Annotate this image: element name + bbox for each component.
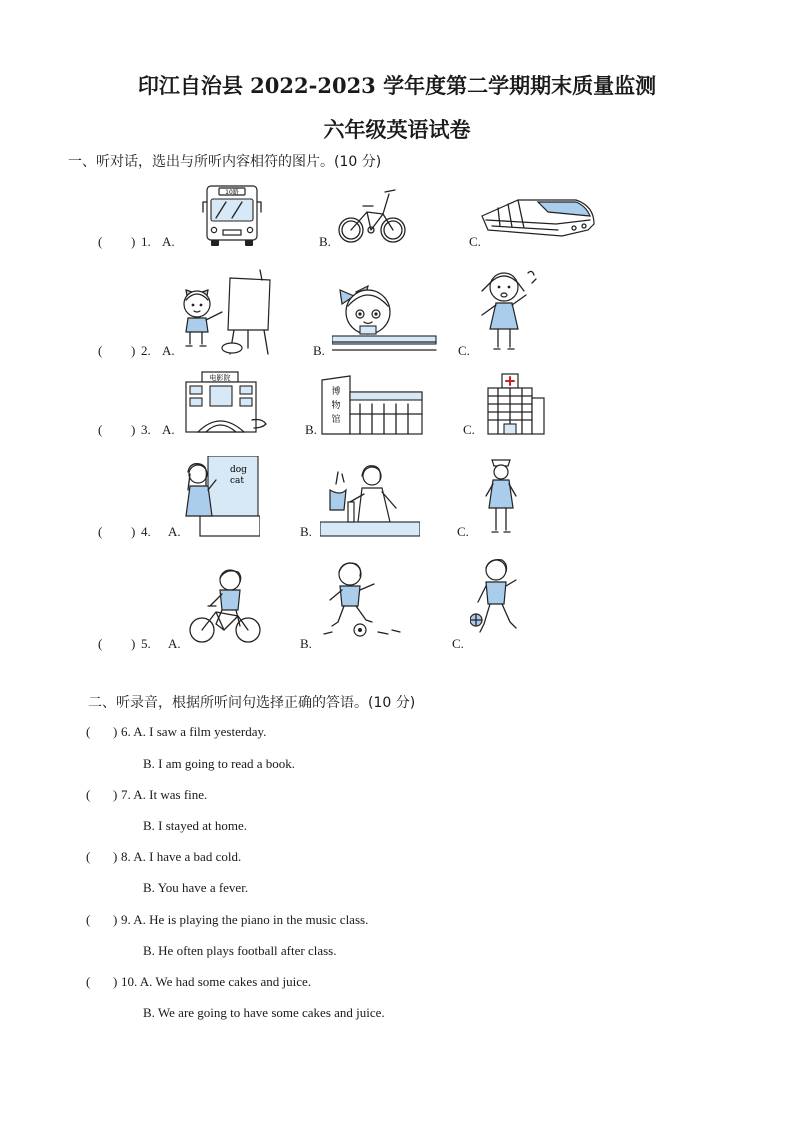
q3-option-c: C. xyxy=(463,422,475,437)
q8-bracket-close: ) xyxy=(113,849,118,864)
q3-option-b: B. xyxy=(305,422,317,437)
scientist-icon xyxy=(320,462,420,538)
boy-basketball-icon xyxy=(470,558,524,648)
q1-bracket-open: ( xyxy=(98,234,103,249)
cinema-sign-label: 电影院 xyxy=(209,374,231,382)
q4-number: 4. xyxy=(141,524,151,539)
q6-option-b: B. I am going to read a book. xyxy=(143,756,295,771)
q2-bracket-open: ( xyxy=(98,343,103,358)
q5-bracket-open: ( xyxy=(98,636,103,651)
q2-option-c: C. xyxy=(458,343,470,358)
q3-number: 3. xyxy=(141,422,151,437)
q2-option-a: A. xyxy=(162,343,175,358)
museum-sign-char3: 馆 xyxy=(331,415,341,425)
boy-football-icon xyxy=(322,560,404,640)
q1-option-b: B. xyxy=(319,234,331,249)
q5-bracket-close: ) xyxy=(131,636,136,651)
q10-option-b: B. We are going to have some cakes and juice. xyxy=(143,1005,385,1020)
bus-route-label: 10路 xyxy=(225,189,239,196)
q5-number: 5. xyxy=(141,636,151,651)
q9-option-a: 9. A. He is playing the piano in the music class. xyxy=(121,912,369,927)
teacher-icon xyxy=(182,456,260,538)
q7-option-b: B. I stayed at home. xyxy=(143,818,247,833)
q5-option-a: A. xyxy=(168,636,181,651)
q8-option-a: 8. A. I have a bad cold. xyxy=(121,849,242,864)
q5-option-c: C. xyxy=(452,636,464,651)
q9-bracket-close: ) xyxy=(113,912,118,927)
q4-bracket-close: ) xyxy=(131,524,136,539)
board-word-dog: dog xyxy=(230,465,247,475)
q2-option-b: B. xyxy=(313,343,325,358)
q10-bracket-close: ) xyxy=(113,974,118,989)
exam-title: 印江自治县 2022-2023 学年度第二学期期末质量监测 xyxy=(137,73,657,98)
q10-option-a: 10. A. We had some cakes and juice. xyxy=(121,974,312,989)
q1-option-a: A. xyxy=(162,234,175,249)
q1-option-c: C. xyxy=(469,234,481,249)
q2-bracket-close: ) xyxy=(131,343,136,358)
girl-painting-icon xyxy=(178,268,278,356)
q3-bracket-open: ( xyxy=(98,422,103,437)
q7-option-a: 7. A. It was fine. xyxy=(121,787,208,802)
q8-bracket-open: ( xyxy=(86,849,91,864)
q1-number: 1. xyxy=(141,234,151,249)
girl-reading-icon xyxy=(332,270,438,356)
part2-heading: 二、听录音，根据所听问句选择正确的答语。(10 分) xyxy=(88,695,416,711)
bicycle-icon xyxy=(333,184,409,248)
q8-option-b: B. You have a fever. xyxy=(143,880,249,895)
part1-heading: 一、听对话，选出与所听内容相符的图片。(10 分) xyxy=(68,154,382,170)
boy-cycling-icon xyxy=(186,568,262,646)
q4-option-b: B. xyxy=(300,524,312,539)
q4-option-a: A. xyxy=(168,524,181,539)
q3-option-a: A. xyxy=(162,422,175,437)
train-icon xyxy=(478,190,598,246)
nurse-icon xyxy=(482,454,522,538)
bus-icon xyxy=(202,182,262,248)
q7-bracket-close: ) xyxy=(113,787,118,802)
hospital-icon xyxy=(486,372,546,436)
q3-bracket-close: ) xyxy=(131,422,136,437)
q4-option-c: C. xyxy=(457,524,469,539)
q9-option-b: B. He often plays football after class. xyxy=(143,943,337,958)
girl-singing-icon xyxy=(478,265,540,355)
cinema-icon xyxy=(182,370,268,436)
exam-subtitle: 六年级英语试卷 xyxy=(323,117,471,142)
museum-sign-char2: 物 xyxy=(331,401,341,411)
museum-sign-char1: 博 xyxy=(331,387,341,397)
q6-option-a: 6. A. I saw a film yesterday. xyxy=(121,724,267,739)
q1-bracket-close: ) xyxy=(131,234,136,249)
q9-bracket-open: ( xyxy=(86,912,91,927)
board-word-cat: cat xyxy=(230,476,245,486)
q2-number: 2. xyxy=(141,343,151,358)
q7-bracket-open: ( xyxy=(86,787,91,802)
q5-option-b: B. xyxy=(300,636,312,651)
q6-bracket-close: ) xyxy=(113,724,118,739)
q6-bracket-open: ( xyxy=(86,724,91,739)
q10-bracket-open: ( xyxy=(86,974,91,989)
q4-bracket-open: ( xyxy=(98,524,103,539)
museum-icon xyxy=(320,374,424,436)
